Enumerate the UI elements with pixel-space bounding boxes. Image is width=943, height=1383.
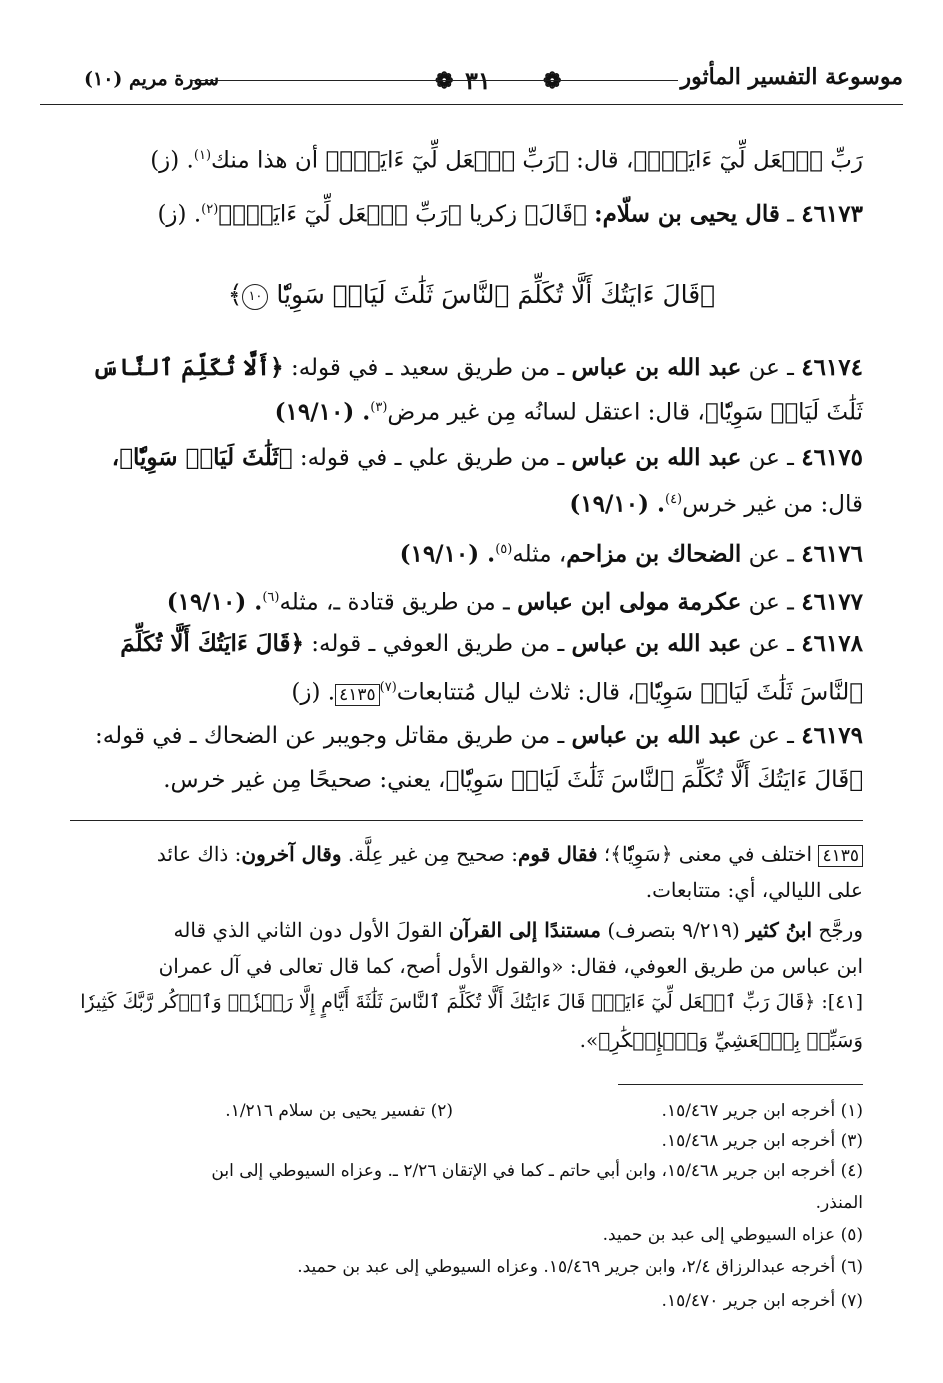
narration-text: ـ من طريق سعيد ـ في قوله: (283, 355, 572, 381)
narration-46178 (70, 626, 863, 662)
narration-46175-cont (70, 482, 863, 523)
text-line (70, 138, 863, 179)
narration-number: ٤٦١٧٤ (801, 354, 863, 381)
commentary-line (70, 950, 863, 982)
commentary-line (70, 914, 863, 946)
verse-close: ﴾ (227, 280, 243, 309)
narration-number: ٤٦١٧٥ (801, 444, 863, 471)
running-header (40, 62, 903, 102)
narrator-name: عبد الله بن عباس (571, 444, 742, 471)
footnote-ref[interactable]: (٥) (495, 542, 513, 557)
commentary-line (70, 1024, 863, 1056)
quran-quote: ﴿أَلَّا تُكَلِّمَ ٱلنَّاسَ (92, 354, 284, 381)
commentary-divider (70, 820, 863, 821)
opinion-label: فقال قوم (518, 842, 598, 866)
narration-46176 (70, 532, 863, 573)
narration-46173: ٤٦١٧٣ ـ قال يحيى بن سلّام: ﴿قَالَ﴾ زكريا ﴿رَبِّ ٱجۡعَل لِّيٓ ءَايَةٗۚ﴾$^{(٢)}$. (ز) (157, 200, 863, 228)
narration-46177 (70, 580, 863, 621)
commentary-line (70, 986, 863, 1018)
quran-quote: ﴿ثَلَٰثَ لَيَالٖ سَوِيّٗا﴾، (111, 444, 293, 471)
footnote-ref[interactable]: (٦) (262, 590, 280, 605)
narration-number: ٤٦١٧٣ (801, 200, 863, 228)
narrator-name: قال يحيى بن سلّام: (594, 200, 780, 228)
surah-name: سورة مريم (١٠) (84, 68, 220, 90)
commentary-text: اختلف في معنى ﴿سَوِيّٗا﴾؛ (597, 842, 819, 866)
narration-number: ٤٦١٧٨ (801, 630, 863, 657)
commentary-text: ورجَّح (812, 918, 863, 942)
narration-46174 (70, 350, 863, 386)
narration-text: ثَلَٰثَ لَيَالٖ سَوِيّٗا﴾، قال: اعتقل لسانُه مِن غير مرض (387, 399, 863, 426)
quran-quote: ﴿قَالَ ءَايَتُكَ أَلَّا تُكَلِّمَ (120, 630, 304, 657)
narration-text: ـ عن (741, 541, 802, 568)
footnote-ref[interactable]: (٢) (201, 202, 219, 217)
narration-text: ﴿قَالَ﴾ زكريا ﴿رَبِّ ٱجۡعَل لِّيٓ ءَايَةٗۚ﴾ (218, 201, 595, 228)
narrator-name: عكرمة مولى ابن عباس (517, 588, 742, 616)
tag: . (ز) (157, 201, 202, 228)
narration-text: ، مثله (512, 541, 567, 568)
footnote-ref[interactable]: (٤) (664, 492, 683, 507)
narration-46174-cont (70, 390, 863, 431)
footnote: (٤) أخرجه ابن جرير ١٥/٤٦٨، وابن أبي حاتم ـ كما في الإتقان ٢/٢٦ ـ. وعزاه السيوطي إلى ابن (211, 1161, 863, 1181)
narration-46178-cont (70, 670, 863, 711)
cross-ref: . (١٩/١٠) (569, 490, 665, 518)
tag: . (ز) (150, 147, 194, 174)
commentary-text: : صحيح مِن غير عِلَّة. (341, 842, 518, 866)
narration-text: ـ عن (741, 631, 802, 657)
header-underline (40, 104, 903, 105)
narration-text: ـ من طريق مقاتل وجويبر عن الضحاك ـ في قوله: (95, 723, 572, 749)
tag: . (ز) (291, 679, 336, 706)
footnote: (٥) عزاه السيوطي إلى عبد بن حميد. (602, 1225, 863, 1245)
narrator-name: عبد الله بن عباس (571, 722, 742, 749)
footnote: (١) أخرجه ابن جرير ١٥/٤٦٧. (661, 1101, 863, 1121)
verse-number: ١٠ (242, 284, 268, 310)
header-rule (190, 80, 678, 81)
narration-number: ٤٦١٧٩ (801, 722, 863, 749)
footnote: (٧) أخرجه ابن جرير ١٥/٤٧٠. (661, 1291, 863, 1311)
narration-text: ٱلنَّاسَ ثَلَٰثَ لَيَالٖ سَوِيّٗا﴾، قال: ثلاث ليال مُتتابعات (396, 679, 863, 706)
narration-text: ﴿قَالَ ءَايَتُكَ أَلَّا تُكَلِّمَ ٱلنَّاسَ ثَلَٰثَ لَيَالٖ سَوِيّٗا﴾، يعني: صحيحًا مِن غير خرس. (163, 767, 863, 793)
narration-number: ٤٦١٧٦ (801, 540, 863, 568)
narrator-name: عبد الله بن عباس (571, 630, 742, 657)
cross-ref: . (١٩/١٠) (399, 540, 496, 568)
commentary-text: على الليالي، أي: متتابعات. (645, 878, 863, 902)
book-title: موسوعة التفسير المأثور (680, 64, 903, 90)
narration-text: ـ عن (741, 589, 802, 616)
footnote: (٦) أخرجه عبدالرزاق ٢/٤، وابن جرير ١٥/٤٦٩. وعزاه السيوطي إلى عبد بن حميد. (297, 1257, 863, 1277)
narration-46179-cont (70, 762, 863, 798)
verse-text: ﴿قَالَ ءَايَتُكَ أَلَّا تُكَلِّمَ ٱلنَّاسَ ثَلَٰثَ لَيَالٖ سَوِيّٗا (276, 280, 716, 309)
footnote: المنذر. (815, 1193, 863, 1213)
quran-quote: رَبِّ ٱجۡعَل لِّيٓ ءَايَةٗۚ﴾، قال: ﴿رَبِّ ٱجۡعَل لِّيٓ ءَايَةٗۚ﴾ أن هذا منك (211, 147, 863, 174)
cross-ref: . (١٩/١٠) (166, 588, 263, 616)
footnote-ref[interactable]: (٧) (379, 680, 397, 695)
citation: (٩/٢١٩ بتصرف) (600, 918, 747, 942)
narration-46179 (70, 718, 863, 754)
footnote: (٣) أخرجه ابن جرير ١٥/٤٦٨. (661, 1131, 863, 1151)
narration-number: ٤٦١٧٧ (801, 588, 863, 616)
narration-text: قال: من غير خرس (682, 491, 863, 518)
footnote: (٢) تفسير يحيى بن سلام ١/٢١٦. (225, 1101, 453, 1121)
page-number: ٣١ (465, 66, 491, 95)
narration-text: ـ من طريق العوفي ـ قوله: (303, 631, 572, 657)
narration-46175 (70, 440, 863, 476)
commentary-text: القولَ الأول دون الثاني الذي قاله (173, 918, 449, 942)
narration-text: ـ عن (741, 355, 802, 381)
commentary-text: : ذاك عائد (156, 842, 242, 866)
narration-text: ـ من طريق قتادة ـ، مثله (279, 589, 518, 616)
quran-quote: [٤١]: ﴿قَالَ رَبِّ ٱجۡعَل لِّيٓ ءَايَةٗۖ قَالَ ءَايَتُكَ أَلَّا تُكَلِّمَ ٱلنَّاسَ ثَلَٰثَةَ أَيَّامٍ إِلَّا رَمۡزٗاۗ وَٱذۡكُر رَّبَّكَ كَثِيرٗا (80, 991, 863, 1013)
cross-ref: . (١٩/١٠) (274, 398, 371, 426)
commentary-ref-box[interactable]: ٤١٣٥ (335, 684, 380, 706)
ornament-left-icon: ❁ (435, 68, 454, 94)
narrator-name: الضحاك بن مزاحم (566, 540, 742, 568)
quran-quote: وَسَبِّحۡ بِٱلۡعَشِيِّ وَٱلۡإِبۡكَٰرِ﴾». (579, 1028, 863, 1052)
verse-heading (0, 280, 943, 310)
basis-label: مستندًا إلى القرآن (449, 918, 601, 942)
commentary-line (70, 874, 863, 906)
opinion-label: وقال آخرون (241, 842, 342, 866)
narration-text: ـ عن (741, 445, 802, 471)
ornament-right-icon: ❁ (543, 68, 562, 94)
footnote-ref[interactable]: (١) (193, 148, 212, 163)
narration-text: ـ عن (741, 723, 802, 749)
narrator-name: عبد الله بن عباس (571, 354, 742, 381)
narration-text: ـ من طريق علي ـ في قوله: (292, 445, 572, 471)
scholar-name: ابنُ كثير (746, 918, 813, 942)
footnote-separator (618, 1084, 863, 1085)
commentary-line (70, 838, 863, 870)
commentary-number: ٤١٣٥ (818, 845, 863, 867)
footnote-ref[interactable]: (٣) (370, 400, 388, 415)
commentary-text: ابن عباس من طريق العوفي، فقال: «والقول الأول أصح، كما قال تعالى في آل عمران (158, 954, 863, 978)
